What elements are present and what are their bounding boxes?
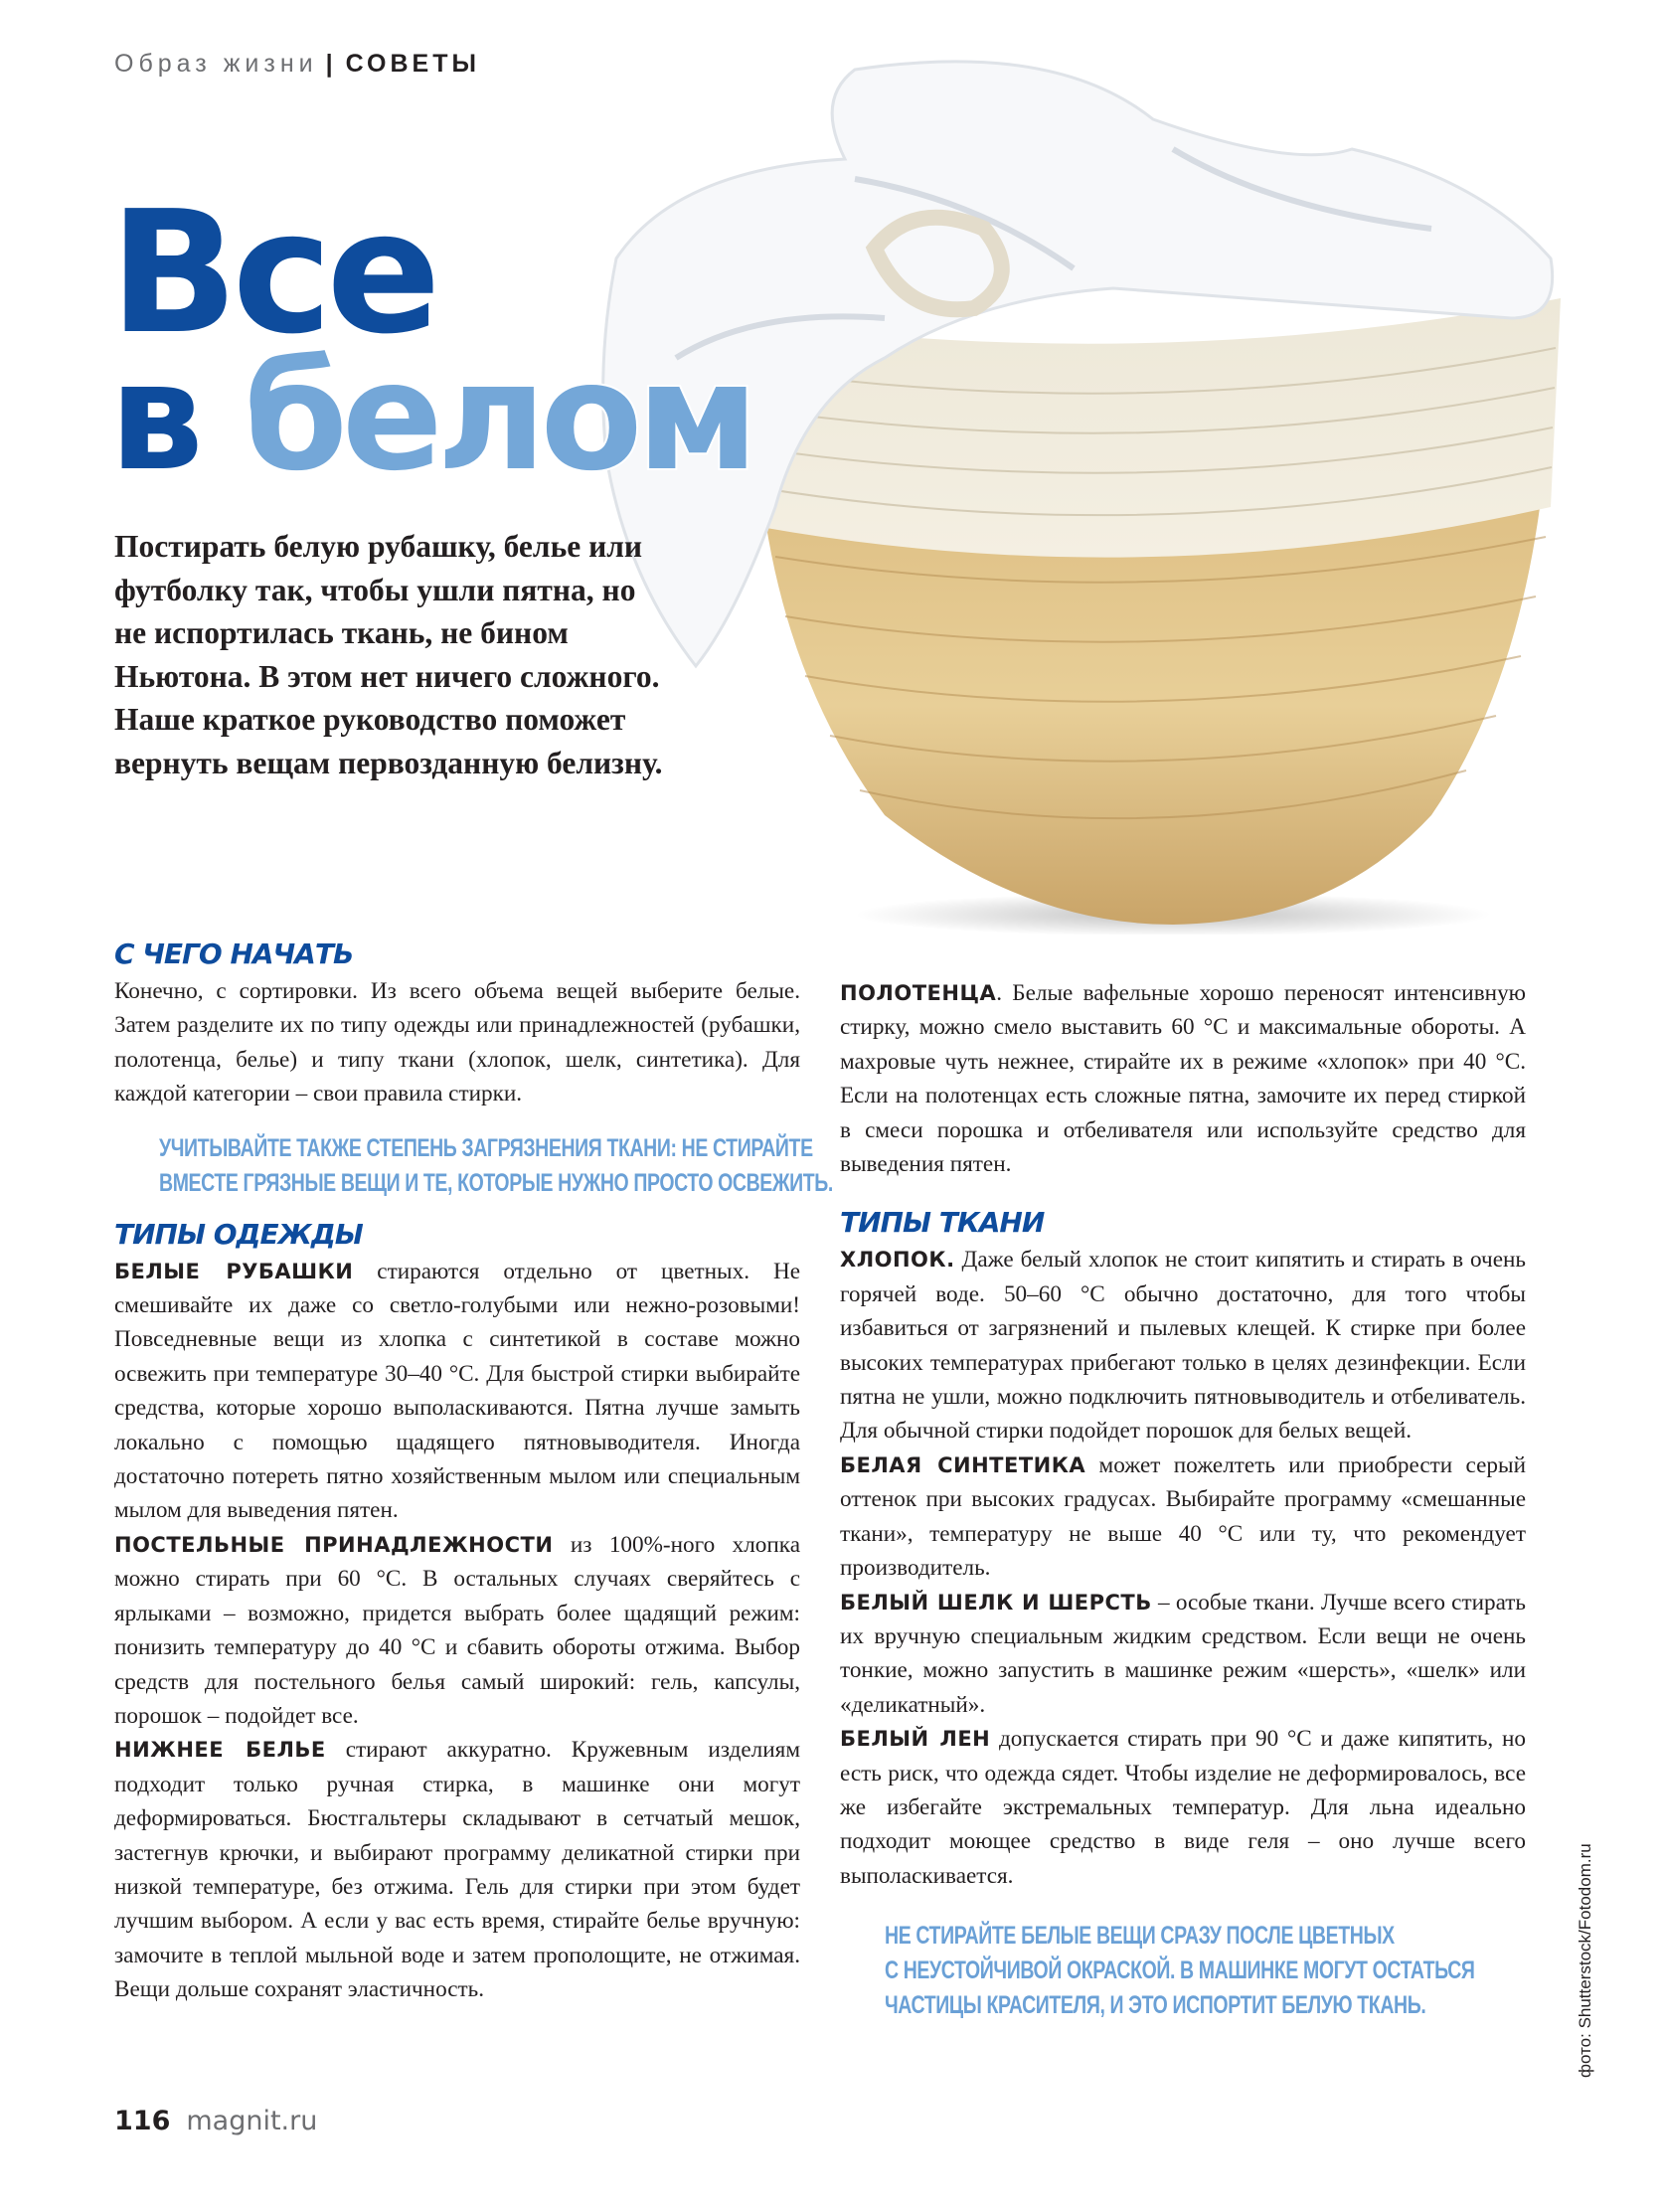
paragraph-towels [840, 976, 1526, 1181]
page-number: 116 [114, 2106, 171, 2136]
text: – особые ткани. Лучше всего стирать их вручную специальным жидким средством. Если вещи не очень тонкие, можно запустить в машинке режим «шерсть», «шелк» или «деликатный». [840, 1589, 1527, 1718]
text: может пожелтеть или приобрести серый оттенок при высоких градусах. Выбирайте программу «смешанные ткани», температуру не выше 40 °C или ту, что рекомендует производитель. [840, 1451, 1527, 1582]
title-line-1: Все [109, 175, 435, 372]
paragraph-silk-wool [840, 1586, 1526, 1723]
text: стирают аккуратно. Кружевным изделиям подходит только ручная стирка, в машинке они могут деформироваться. Бюстгальтеры складывают в сетчатый мешок, застегнув крючки, и выбирают программу деликатной стирки при низкой температуре, без отжима. Гель для стирки при этом будет лучшим выбором. А если у вас есть время, стирайте белье вручную: замочите в теплой мыльной воде и затем прополощите, не отжимая. Вещи дольше сохранят эластичность. [114, 1737, 800, 2003]
separator: | [325, 50, 338, 78]
right-column [840, 976, 1526, 2023]
tip-box-2 [885, 1919, 1526, 2023]
page-footer [114, 2106, 317, 2136]
left-column [114, 935, 833, 2007]
title-line-2 [109, 331, 753, 504]
term: НИЖНЕЕ БЕЛЬЕ [114, 1738, 326, 1763]
paragraph-cotton [840, 1243, 1526, 1447]
paragraph-bedding [114, 1528, 800, 1733]
paragraph-shirts [114, 1255, 800, 1528]
tip-line: ВМЕСТЕ ГРЯЗНЫЕ ВЕЩИ И ТЕ, КОТОРЫЕ НУЖНО ПРОСТО ОСВЕЖИТЬ. [159, 1168, 833, 1197]
tip-box-1 [159, 1131, 833, 1201]
photo-credit: фото: Shutterstock/Fotodom.ru [1576, 1843, 1594, 2078]
tip-line: УЧИТЫВАЙТЕ ТАКЖЕ СТЕПЕНЬ ЗАГРЯЗНЕНИЯ ТКАНИ: НЕ СТИРАЙТЕ [159, 1133, 813, 1162]
paragraph-synthetics [840, 1448, 1526, 1586]
site-link[interactable]: magnit.ru [186, 2106, 318, 2136]
title-word-belom: белом [244, 331, 753, 504]
term: ПОСТЕЛЬНЫЕ ПРИНАДЛЕЖНОСТИ [114, 1532, 554, 1557]
heading-fabric-types: ТИПЫ ТКАНИ [840, 1206, 1045, 1240]
term: ПОЛОТЕНЦА [840, 981, 997, 1005]
heading-start: С ЧЕГО НАЧАТЬ [114, 937, 354, 970]
term: ХЛОПОК. [840, 1248, 955, 1273]
text: . Белые вафельные хорошо переносят интенсивную стирку, можно смело выставить 60 °C и максимальные обороты. А махровые чуть нежнее, стирайте их в режиме «хлопок» при 40 °C. Если на полотенцах есть сложные пятна, замочите их перед стиркой в смеси порошка и отбеливателя или используйте средство для выведения пятен. [840, 980, 1526, 1178]
title-word-v: в [109, 331, 198, 504]
term: БЕЛАЯ СИНТЕТИКА [840, 1452, 1086, 1477]
term: БЕЛЫЙ ЛЕН [840, 1727, 991, 1752]
text: из 100%-ного хлопка можно стирать при 60 °C. В остальных случаях сверяйтесь с ярлыками – возможно, придется выбрать более щадящий режим: понизить температуру до 40 °C и сбавить обороты отжима. Выбор средств для постельного белья самый широкий: гель, капсулы, порошок – подойдет все. [114, 1531, 800, 1729]
text: допускается стирать при 90 °C и даже кипятить, но есть риск, что одежда сядет. Чтобы изделие не деформировалось, все же избегайте экстремальных температур. Для льна идеально подходит моющее средство в виде геля – оно лучше всего выполаскивается. [840, 1726, 1526, 1889]
section-name: Образ жизни [114, 50, 318, 78]
tip-line: ЧАСТИЦЫ КРАСИТЕЛЯ, И ЭТО ИСПОРТИТ БЕЛУЮ ТКАНЬ. [885, 1991, 1426, 2020]
term: БЕЛЫЕ РУБАШКИ [114, 1259, 354, 1283]
tip-line: С НЕУСТОЙЧИВОЙ ОКРАСКОЙ. В МАШИНКЕ МОГУТ ОСТАТЬСЯ [885, 1957, 1475, 1985]
term: БЕЛЫЙ ШЕЛК И ШЕРСТЬ [840, 1590, 1152, 1615]
paragraph-sorting: Конечно, с сортировки. Из всего объема вещей выберите белые. Затем разделите их по типу одежды или принадлежностей (рубашки, полотенца, белье) и типу ткани (хлопок, шелк, синтетика). Для каждой категории – свои правила стирки. [114, 978, 800, 1107]
paragraph-underwear [114, 1733, 800, 2006]
category-name: СОВЕТЫ [345, 50, 480, 78]
text: Даже белый хлопок не стоит кипятить и стирать в очень горячей воде. 50–60 °C обычно достаточно, для того чтобы избавиться от загрязнений и пылевых клещей. К стирке при более высоких температурах прибегают только в целях дезинфекции. Если пятна не ушли, можно подключить пятновыводитель и отбеливатель. Для обычной стирки подойдет порошок для белых вещей. [840, 1247, 1526, 1445]
text: стираются отдельно от цветных. Не смешивайте их даже со светло-голубыми или нежно-розовыми! Повседневные вещи из хлопка с синтетикой в составе можно освежить при температуре 30–40 °C. Для быстрой стирки выбирайте средства, которые хорошо выполаскиваются. Пятна лучше замыть локально с помощью щадящего пятновыводителя. Иногда достаточно потереть пятно хозяйственным мылом или специальным мылом для выведения пятен. [114, 1258, 800, 1524]
section-header [114, 50, 480, 79]
tip-line: НЕ СТИРАЙТЕ БЕЛЫЕ ВЕЩИ СРАЗУ ПОСЛЕ ЦВЕТНЫХ [885, 1922, 1395, 1951]
heading-clothing-types: ТИПЫ ОДЕЖДЫ [114, 1217, 363, 1251]
paragraph-linen [840, 1722, 1526, 1893]
lead-paragraph: Постирать белую рубашку, белье или футболку так, чтобы ушли пятна, но не испортилась ткань, не бином Ньютона. В этом нет ничего сложного. Наше краткое руководство поможет вернуть вещам первозданную белизну. [114, 529, 663, 780]
